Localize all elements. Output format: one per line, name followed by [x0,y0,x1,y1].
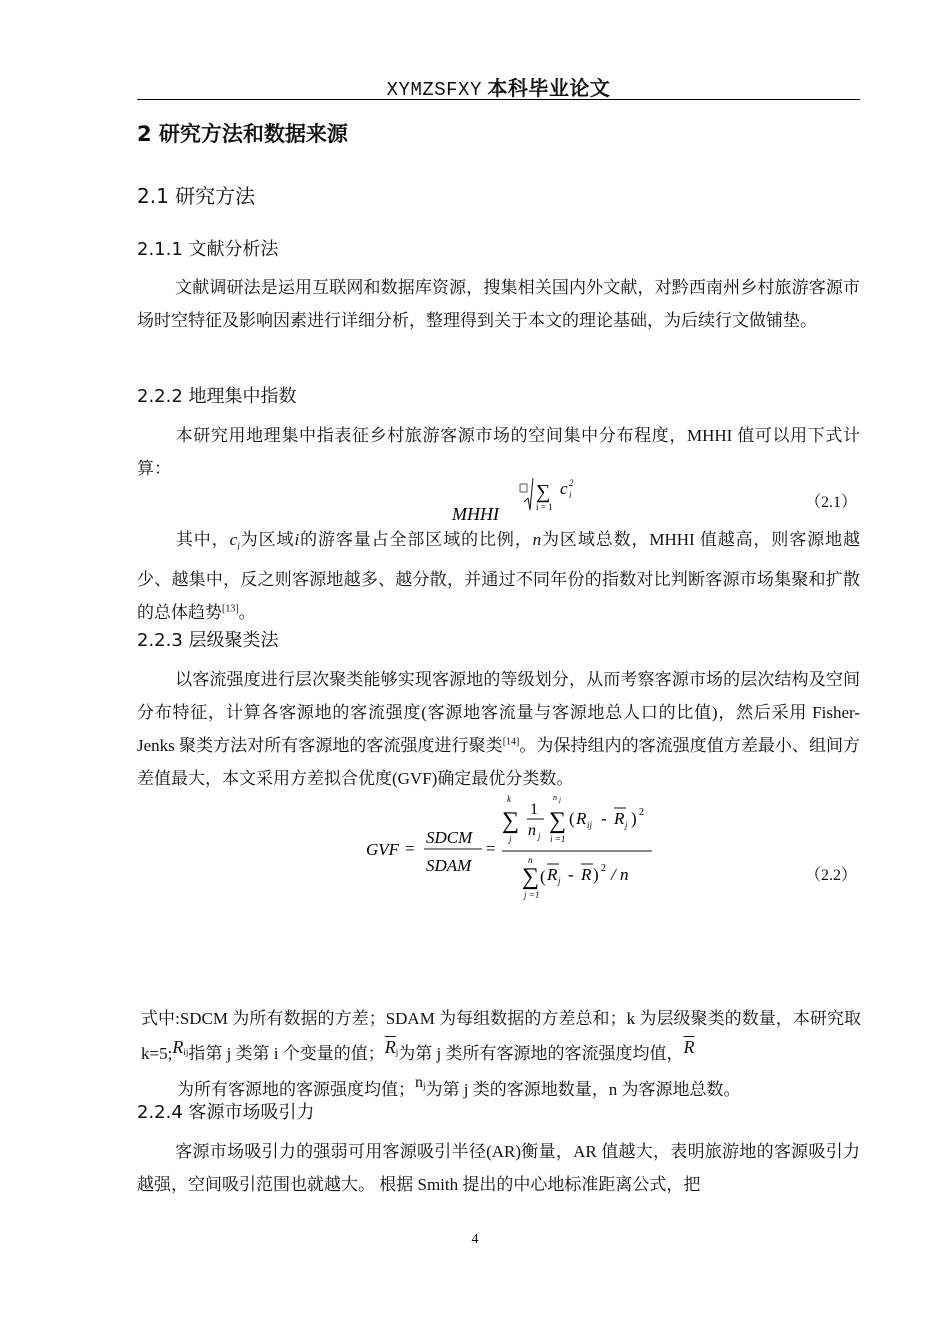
eq2-nj-sub: j [538,831,541,841]
citation-14: [14] [502,736,520,748]
eq2-gvf: GVF [366,840,400,859]
eq2-sup-n: n [553,793,557,802]
eq2-R-bar: R [581,865,592,884]
eq2-R-j-den-sub: j [558,876,561,886]
where2-R-j: $\overline{R}$ [384,1037,396,1057]
eq1-sigma: ∑ [536,481,551,503]
paragraph-literature [137,271,860,337]
where2-R-ij-sub: ij [183,1047,189,1057]
where2-n-j-sub: j [423,1081,426,1091]
where2-R-bar: $\overline{R}$ [683,1037,695,1057]
where1-t1: 其中， [175,530,230,549]
subsection-heading-2-2-3: 2.2.3 层级聚类法 [137,630,279,651]
running-header [137,72,860,101]
eq2-eq1: = [405,839,415,858]
subsection-heading-2-1-1: 2.1.1 文献分析法 [137,239,279,260]
eq2-paren-open: ( [569,809,575,828]
eq2-sigma-3: ∑ [522,864,540,890]
where2-t1: 式中:SDCM 为所有数据的方差；SDAM 为每组数据的方差总和；k 为层级聚类的数量，本研究取 k=5; [141,1009,861,1063]
paragraph-geo-index-text: 本研究用地理集中指表征乡村旅游客源市场的空间集中分布程度，MHHI 值可以用下式计算： [137,426,860,478]
eq2-n-top: n [528,855,533,865]
equation-number-2-2: （2.2） [805,867,858,884]
eq2-slash-n: / n [611,865,629,884]
eq1-sup: 2 [569,478,574,488]
where1-t3: 的游客量占全部区域的比例， [299,530,533,549]
where2-R-j-sub: j [395,1047,399,1057]
eq1-sum-sub: i = 1 [536,502,553,512]
eq2-sigma-2: ∑ [549,808,567,834]
eq2-sq-2: 2 [601,863,606,874]
eq2-paren-close: ) [631,809,637,828]
equation-number-2-1: （2.1） [805,494,858,511]
eq1-sub: i [569,490,572,500]
where1-t2: 为区域 [239,530,295,549]
eq2-nj: n [528,822,536,839]
eq2-sup-j: j [559,796,561,804]
cluster-t2: 。为保持组内的客流强度值方差最小、组间方差值最大，本文采用方差拟合优度(GVF)确定最优分类数。 [137,736,861,788]
paragraph-cluster [137,663,860,795]
paragraph-attraction-text: 客源市场吸引力的强弱可用客源吸引半径(AR)衡量，AR 值越大，表明旅游地的客源吸引力越强，空间吸引范围也就越大。 根据 Smith 提出的中心地标准距离公式，把 [137,1142,860,1194]
where1-var-i: i [294,530,300,549]
eq2-R-j-sub: j [625,820,628,830]
where2-R-ij: R [172,1037,184,1057]
eq1-lhs: MHHI [452,504,499,524]
eq2-R-j: R [614,809,625,828]
eq2-j: j [509,834,512,844]
header-rule [137,99,860,100]
eq2-sdcm: SDCM [426,828,473,847]
where2-t5: 为第 j 类的客源地数量，n 为客源地总数。 [425,1080,741,1099]
where1-var-n: n [532,530,542,549]
eq2-one: 1 [530,801,538,818]
where2-t4: 为所有客源地的客源强度均值； [177,1080,415,1099]
eq2-sdam: SDAM [426,856,472,875]
equation-2-2 [360,790,660,900]
page-number: 4 [471,1232,479,1247]
eq2-minus-1: - [601,809,607,828]
equation-2-1 [440,474,590,524]
eq2-sub-j1: j =1 [524,890,540,900]
eq2-paren-open-2: ( [540,867,546,886]
paragraph-literature-text: 文献调研法是运用互联网和数据库资源，搜集相关国内外文献，对黔西南州乡村旅游客源市场时空特征及影响因素进行详细分析，整理得到关于本文的理论基础，为后续行文做铺垫。 [137,278,860,330]
where1-var-c-sub: i [237,541,240,553]
header-latin: XYMZSFXY [386,79,482,101]
eq2-sigma-1: ∑ [502,808,520,834]
eq2-paren-close-2: ) [593,865,599,884]
citation-13: [13] [222,603,239,615]
cluster-t1: 以客流强度进行层次聚类能够实现客源地的等级划分，从而考察客源市场的层次结构及空间分布特征，计算各客源地的客流强度(客源地客流量与客源地总人口的比值)，然后采用 Fisher-Jenks 聚类方法对所有客源地的客流强度进行聚类 [137,670,860,755]
eq1-var: c [560,479,568,498]
eq2-ij: ij [587,820,593,830]
header-title: 本科毕业论文 [487,78,611,100]
eq2-sq-1: 2 [639,807,644,818]
where1-t5: 。 [238,603,256,623]
subsection-heading-2-2-4: 2.2.4 客源市场吸引力 [137,1102,315,1123]
where1-t4: 为区域总数，MHHI 值越高，则客源地越少、越集中，反之则客源地越多、越分散，并通过不同年份的指数对比判断客源市场集聚和扩散的总体趋势 [137,530,860,623]
chapter-heading: 2 研究方法和数据来源 [137,122,348,146]
paragraph-where-1 [137,523,860,629]
paragraph-attraction [137,1135,860,1201]
where1-var-c: c [229,530,238,549]
eq2-k: k [507,794,511,804]
eq2-eq2: = [486,839,496,858]
where2-t2: 指第 j 类第 i 个变量的值； [188,1044,385,1063]
where2-t3: 为第 j 类所有客源地的客流强度均值， [398,1044,684,1063]
eq2-sub-i1: i =1 [550,834,566,844]
where2-n-j: n [415,1074,423,1091]
section-heading-2-1: 2.1 研究方法 [137,184,256,208]
eq2-minus-2: - [568,865,574,884]
eq2-R-ij: R [576,809,587,828]
paragraph-where-2 [141,1002,861,1109]
subsection-heading-2-2-2: 2.2.2 地理集中指数 [137,386,297,407]
eq2-R-j-den: R [547,865,558,884]
